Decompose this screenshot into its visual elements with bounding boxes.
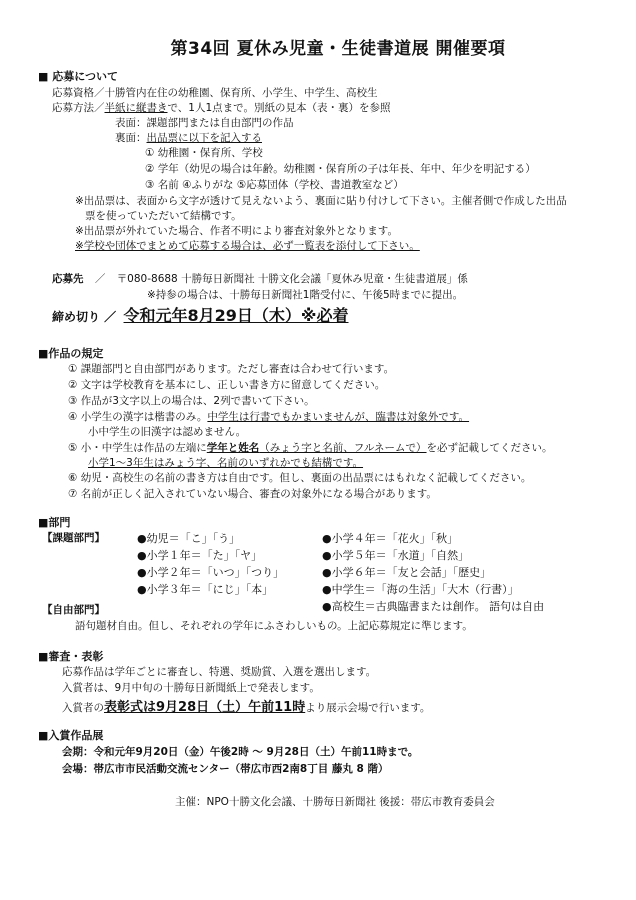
task-division-label: 【課題部門】 [42,532,105,544]
task-right-1: ●小学４年＝「花火」「秋」 [322,532,459,545]
ceremony-datetime: 表彰式は9月28日（土）午前11時 [104,700,306,715]
deadline [52,306,349,327]
judging-line-3-b: より展示会場で行います。 [305,702,431,714]
rule-4-text: ④ 小学生の漢字は楷書のみ。 [68,411,208,423]
note-1b: 票を使っていただいて結構です。 [85,210,242,222]
section-heading-divisions: ■部門 [38,516,71,529]
method-prefix: 応募方法／ [52,102,105,114]
destination-note: ※持参の場合は、十勝毎日新聞社1階受付に、午後5時までに提出。 [147,289,464,301]
judging-line-1: 応募作品は学年ごとに審査し、特選、奨励賞、入選を選出します。 [62,666,377,678]
rule-5 [68,442,553,456]
note-3: ※学校や団体でまとめて応募する場合は、必ず一覧表を添付して下さい。 [75,240,420,252]
task-left-2: ●小学１年＝「た」「ヤ」 [137,549,263,562]
destination-label: 応募先 [52,273,84,285]
destination-text: 〒080-8688 十勝毎日新聞社 十勝文化会議「夏休み児童・生徒書道展」係 [116,273,468,285]
back-underlined: 出品票に以下を記入する [146,132,262,144]
section-heading-rules: ■作品の規定 [38,347,104,360]
front-side: 表面：課題部門または自由部門の作品 [115,117,294,129]
eligibility: 応募資格／十勝管内在住の幼稚園、保育所、小学生、中学生、高校生 [52,87,378,99]
rule-6: ⑥ 幼児・高校生の名前の書き方は自由です。但し、裏面の出品票にはもれなく記載してください。 [68,472,532,484]
destination-slash: ／ [94,273,106,285]
back-side [115,132,262,146]
task-right-5: ●高校生＝古典臨書または創作。 語句は自由 [322,600,545,613]
rule-5-underlined-2: （みょう字と名前、フルネームで） [259,442,427,454]
judging-line-2: 入賞者は、9月中旬の十勝毎日新聞紙上で発表します。 [62,682,320,694]
method-underlined: 半紙に縦書き [104,102,168,114]
note-2: ※出品票が外れていた場合、作者不明により審査対象外となります。 [75,225,398,237]
rule-4-b: 小中学生の旧漢字は認めません。 [88,426,247,438]
page-title: 第34回 夏休み児童・生徒書道展 開催要項 [170,39,506,59]
destination [52,273,468,287]
free-division-label: 【自由部門】 [42,604,105,616]
exhibition-period: 会期：令和元年9月20日（金）午後2時 ～ 9月28日（土）午前11時まで。 [62,746,419,758]
task-left-4: ●小学３年＝「にじ」「本」 [137,583,274,596]
free-division-text: 語句題材自由。但し、それぞれの学年にふさわしいもの。上記応募規定に準じます。 [75,620,473,632]
entry-item-3: ③ 名前 ④ふりがな ⑤応募団体（学校、書道教室など） [145,179,404,191]
rule-7: ⑦ 名前が正しく記入されていない場合、審査の対象外になる場合があります。 [68,488,437,500]
note-1a: ※出品票は、表面から文字が透けて見えないよう、裏面に貼り付けして下さい。主催者側で作成した出品 [75,195,567,207]
judging-line-3 [62,700,430,717]
task-left-1: ●幼児＝「こ」「う」 [137,532,241,545]
method [52,102,390,116]
rule-3: ③ 作品が3文字以上の場合は、2列で書いて下さい。 [68,395,315,407]
entry-item-1: ① 幼稚園・保育所、学校 [145,147,263,159]
exhibition-venue: 会場：帯広市市民活動交流センター（帯広市西2南8丁目 藤丸 8 階） [62,763,389,775]
footer-organizers: 主催：NPO十勝文化会議、十勝毎日新聞社 後援：帯広市教育委員会 [175,796,495,808]
deadline-label: 締め切り ／ [52,310,117,324]
entry-item-2: ② 学年（幼児の場合は年齢。幼稚園・保育所の子は年長、年中、年少を明記する） [145,163,536,175]
rule-5-text: ⑤ 小・中学生は作品の左端に [68,442,207,454]
judging-line-3-a: 入賞者の [62,702,104,714]
rule-2: ② 文字は学校教育を基本にし、正しい書き方に留意してください。 [68,379,386,391]
rule-5-underlined-1: 学年と姓名 [206,442,260,454]
rule-4 [68,411,469,425]
task-left-3: ●小学２年＝「いつ」「つり」 [137,566,285,579]
rule-5-c: 小学1～3年生はみょう字、名前のいずれかでも結構です。 [88,457,364,469]
task-right-2: ●小学５年＝「水道」「自然」 [322,549,470,562]
section-heading-exhibition: ■入賞作品展 [38,729,104,742]
method-rest: で、1人1点まで。別紙の見本（表・裏）を参照 [167,102,391,114]
rule-1: ① 課題部門と自由部門があります。ただし審査は合わせて行います。 [68,363,395,375]
rule-4-underlined: 中学生は行書でもかまいませんが、臨書は対象外です。 [207,411,470,423]
task-right-3: ●小学６年＝「友と会話」「歴史」 [322,566,492,579]
section-heading-judging: ■審査・表彰 [38,650,104,663]
rule-5-tail: を必ず記載してください。 [426,442,553,454]
back-prefix: 裏面： [115,132,147,144]
section-heading-application: ■ 応募について [38,70,119,83]
deadline-date: 令和元年8月29日（木）※必着 [123,306,349,325]
task-right-4: ●中学生＝「海の生活」「大木（行書）」 [322,583,519,596]
